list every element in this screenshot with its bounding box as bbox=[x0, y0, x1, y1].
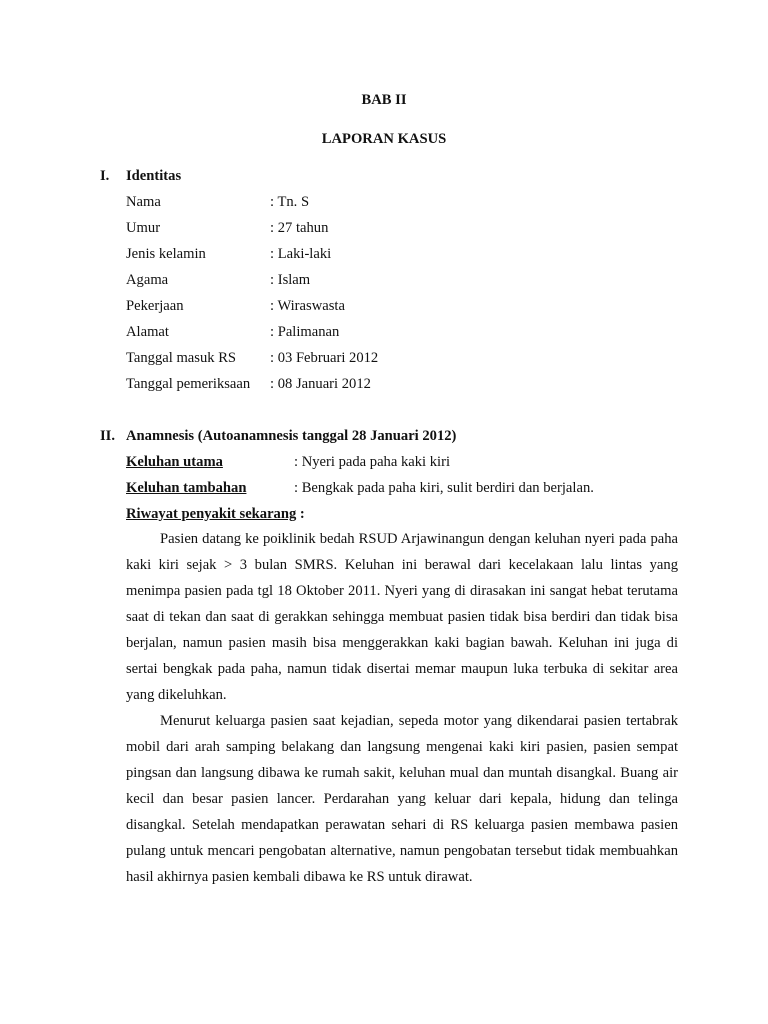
report-title: LAPORAN KASUS bbox=[321, 131, 447, 147]
identity-label: Tanggal masuk RS bbox=[126, 350, 237, 366]
riwayat-heading bbox=[126, 506, 305, 523]
keluhan-utama-value: : Nyeri pada paha kaki kiri bbox=[294, 454, 451, 470]
identity-label: Agama bbox=[126, 272, 169, 288]
history-text bbox=[126, 526, 678, 890]
identity-value: : 27 tahun bbox=[270, 220, 329, 236]
identity-value: : Palimanan bbox=[270, 324, 340, 340]
identity-label: Jenis kelamin bbox=[126, 246, 206, 262]
section-1-title: Identitas bbox=[126, 168, 182, 184]
identity-value: : Islam bbox=[270, 272, 311, 288]
riwayat-label: Riwayat penyakit sekarang bbox=[126, 506, 297, 522]
identity-label: Tanggal pemeriksaan bbox=[126, 376, 251, 392]
identity-value: : Laki-laki bbox=[270, 246, 332, 262]
identity-value: : Tn. S bbox=[270, 194, 310, 210]
keluhan-tambahan-value: : Bengkak pada paha kiri, sulit berdiri dan berjalan. bbox=[294, 480, 594, 496]
history-paragraph: Menurut keluarga pasien saat kejadian, sepeda motor yang dikendarai pasien tertabrak mobil dari arah samping belakang dan langsung mengenai kaki kiri pasien, pasien sempat pingsan dan langsung dibawa ke rumah sakit, keluhan mual dan muntah disangkal. Buang air kecil dan besar pasien lancer. Perdarahan yang keluar dari kepala, hidung dan telinga disangkal. Setelah mendapatkan perawatan sehari di RS keluarga pasien membawa pasien pulang untuk mencari pengobatan alternative, namun pengobatan tersebut tidak membuahkan hasil akhirnya pasien kembali dibawa ke RS untuk dirawat. bbox=[126, 713, 678, 885]
keluhan-utama-label: Keluhan utama bbox=[126, 454, 223, 470]
identity-label: Pekerjaan bbox=[126, 298, 184, 314]
section-2-title: Anamnesis (Autoanamnesis tanggal 28 Januari 2012) bbox=[126, 428, 457, 444]
keluhan-tambahan-label: Keluhan tambahan bbox=[126, 480, 247, 496]
chapter-heading: BAB II bbox=[361, 92, 407, 108]
history-paragraph: Pasien datang ke poiklinik bedah RSUD Arjawinangun dengan keluhan nyeri pada paha kaki kiri sejak > 3 bulan SMRS. Keluhan ini berawal dari kecelakaan lalu lintas yang menimpa pasien pada tgl 18 Oktober 2011. Nyeri yang di dirasakan ini sangat hebat terutama saat di tekan dan saat di gerakkan sehingga membuat pasien tidak bisa berdiri dan tidak bisa berjalan, namun pasien masih bisa menggerakkan kaki bagian bawah. Keluhan ini juga di sertai bengkak pada paha, namun tidak disertai memar maupun luka terbuka di sekitar area yang dikeluhkan. bbox=[126, 531, 678, 703]
identity-label: Nama bbox=[126, 194, 161, 210]
riwayat-colon: : bbox=[296, 506, 305, 522]
identity-label: Umur bbox=[126, 220, 161, 236]
section-2-number: II. bbox=[100, 428, 116, 444]
section-1-number: I. bbox=[100, 168, 110, 184]
identity-value: : 03 Februari 2012 bbox=[270, 350, 379, 366]
identity-value: : Wiraswasta bbox=[270, 298, 345, 314]
identity-label: Alamat bbox=[126, 324, 169, 340]
identity-value: : 08 Januari 2012 bbox=[270, 376, 371, 392]
